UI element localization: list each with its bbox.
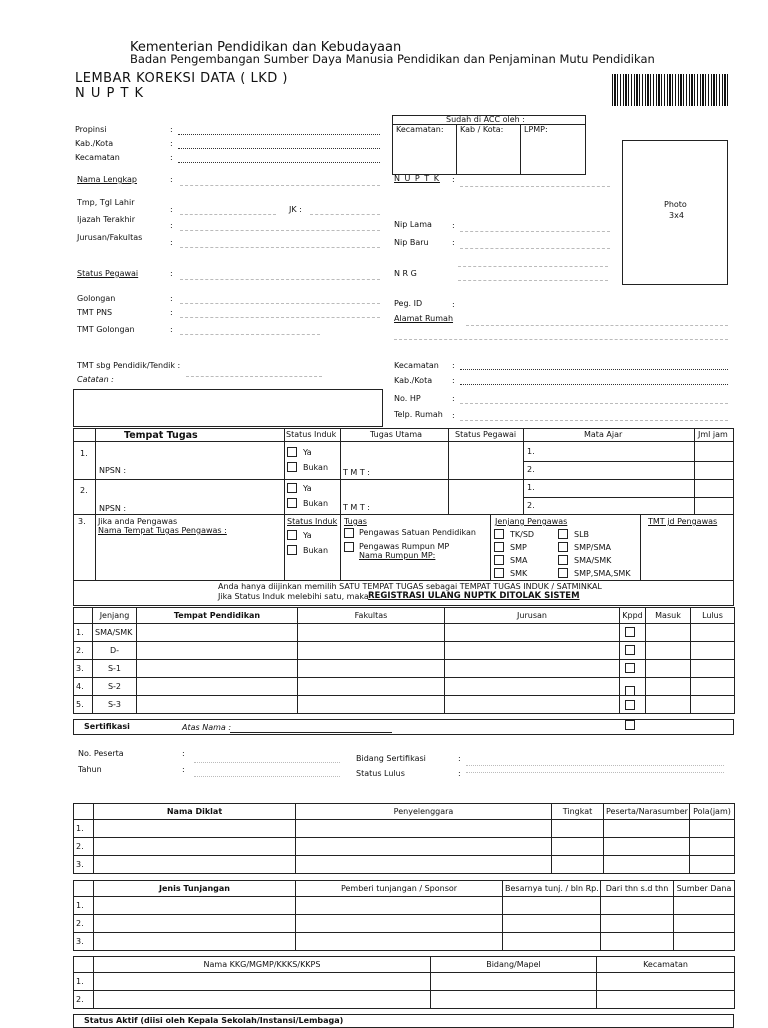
jenjang-smp[interactable] [494, 542, 504, 552]
status-induk-bukan-2[interactable] [287, 498, 297, 508]
tmt-pns-label: TMT PNS [77, 308, 113, 317]
jk-field[interactable] [310, 214, 380, 215]
acc-title: Sudah di ACC oleh : [446, 115, 525, 124]
sumber-dana-header: Sumber Dana [674, 881, 735, 897]
kecamatan-r-field[interactable] [460, 369, 728, 370]
status-lulus-label: Status Lulus [356, 769, 405, 778]
kabkota-r-field[interactable] [460, 384, 728, 385]
agency-name: Badan Pengembangan Sumber Daya Manusia Pendidikan dan Penjaminan Mutu Pendidikan [130, 52, 655, 66]
tahun-label: Tahun [78, 765, 102, 774]
nrg-field-2[interactable] [458, 280, 608, 281]
tmt-pendidik-label: TMT sbg Pendidik/Tendik : [77, 361, 181, 370]
alamat-field-2[interactable] [394, 339, 728, 340]
form-title: LEMBAR KOREKSI DATA ( LKD ) [75, 71, 288, 86]
jenjang-slb[interactable] [558, 529, 568, 539]
besarnya-header: Besarnya tunj. / bln Rp. [503, 881, 601, 897]
golongan-field[interactable] [180, 303, 380, 304]
table-row: 1. [74, 820, 735, 838]
nip-baru-field[interactable] [460, 248, 610, 249]
table-row: 5. S-3 [74, 696, 735, 714]
acc-kecamatan: Kecamatan: [396, 125, 444, 134]
propinsi-field[interactable] [178, 134, 380, 135]
bidang-mapel-header: Bidang/Mapel [431, 957, 597, 973]
kppd-checkbox-4[interactable] [625, 686, 635, 696]
tmt-golongan-field[interactable] [180, 334, 320, 335]
atas-nama-label: Atas Nama : [182, 723, 232, 732]
tunjangan-table [73, 880, 735, 951]
catatan-label: Catatan : [77, 375, 114, 384]
bidang-sertifikasi-label: Bidang Sertifikasi [356, 754, 426, 763]
table-row: 2. [74, 915, 735, 933]
tmt-pengawas-label: TMT jd Pengawas [648, 517, 718, 526]
jenjang-smpsma[interactable] [558, 542, 568, 552]
kabkota-field[interactable] [178, 148, 380, 149]
jurusan-field[interactable] [180, 247, 380, 248]
penyelenggara-header: Penyelenggara [296, 804, 552, 820]
tmp-lahir-field[interactable] [180, 214, 276, 215]
kppd-checkbox-2[interactable] [625, 645, 635, 655]
kppd-header: Kppd [620, 608, 646, 624]
status-lulus-field[interactable] [466, 772, 724, 773]
nuptk-field[interactable] [460, 186, 610, 187]
ministry-name: Kementerian Pendidikan dan Kebudayaan [130, 40, 402, 55]
kabkota-label: Kab./Kota [75, 139, 114, 148]
mata-ajar-header: Mata Ajar [584, 430, 623, 439]
jml-jam-header: Jml jam [698, 430, 728, 439]
pengawas-satuan-checkbox[interactable] [344, 528, 354, 538]
jenjang-pengawas-label: Jenjang Pengawas [495, 517, 568, 526]
kecamatan-r-label: Kecamatan [394, 361, 439, 370]
ijazah-label: Ijazah Terakhir [77, 215, 136, 224]
nuptk-label: N U P T K [394, 174, 440, 183]
kecamatan-label: Kecamatan [75, 153, 120, 162]
table-row: 2. D- [74, 642, 735, 660]
status-induk-bukan-1[interactable] [287, 462, 297, 472]
kkg-table [73, 956, 735, 1009]
tmt-pns-field[interactable] [180, 317, 380, 318]
dari-thn-header: Dari thn s.d thn [601, 881, 674, 897]
propinsi-label: Propinsi [75, 125, 107, 134]
pemberi-header: Pemberi tunjangan / Sponsor [296, 881, 503, 897]
diklat-table [73, 803, 735, 874]
npsn-label-2: NPSN : [99, 504, 127, 513]
pendidikan-header-row [74, 608, 735, 624]
nip-lama-label: Nip Lama [394, 220, 432, 229]
nip-baru-label: Nip Baru [394, 238, 429, 247]
diklat-header-row [74, 804, 735, 820]
alamat-field-1[interactable] [466, 325, 728, 326]
table-row: 2. [74, 991, 735, 1009]
atas-nama-field[interactable] [230, 732, 392, 733]
jenjang-smpsmasmk[interactable] [558, 568, 568, 578]
tmt-label-1: T M T : [343, 468, 370, 477]
peg-id-label: Peg. ID [394, 299, 423, 308]
catatan-box[interactable] [73, 389, 383, 427]
tugas-note-1: Anda hanya diijinkan memilih SATU TEMPAT TUGAS sebagai TEMPAT TUGAS INDUK / SATMINKAL [218, 582, 602, 591]
alamat-label: Alamat Rumah [394, 314, 454, 323]
tugas-note-2: Jika Status Induk melebihi satu, maka [218, 592, 369, 601]
jk-label: JK : [289, 205, 302, 214]
tahun-field[interactable] [194, 776, 340, 777]
table-row: 3. [74, 933, 735, 951]
bidang-sertifikasi-field[interactable] [466, 765, 724, 766]
jenjang-smk[interactable] [494, 568, 504, 578]
kecamatan-field[interactable] [178, 162, 380, 163]
kppd-checkbox-1[interactable] [625, 627, 635, 637]
photo-label: Photo [664, 200, 687, 209]
barcode [612, 74, 728, 106]
pengawas-status-induk: Status Induk [287, 517, 338, 526]
table-row: 3. [74, 856, 735, 874]
sertifikasi-checkbox[interactable] [625, 720, 635, 730]
tmp-lahir-label: Tmp, Tgl Lahir [77, 198, 135, 207]
table-row: 2. [74, 838, 735, 856]
table-row: 1. [74, 973, 735, 991]
masuk-header: Masuk [646, 608, 691, 624]
kecamatan-header: Kecamatan [597, 957, 735, 973]
kabkota-r-label: Kab./Kota [394, 376, 433, 385]
nama-kkg-header: Nama KKG/MGMP/KKKS/KKPS [94, 957, 431, 973]
table-row: 3. S-1 [74, 660, 735, 678]
tempat-tugas-header: Tempat Tugas [124, 430, 198, 441]
tmt-golongan-label: TMT Golongan [77, 325, 135, 334]
ijazah-field[interactable] [180, 230, 380, 231]
acc-kabkota: Kab / Kota: [460, 125, 504, 134]
tunjangan-header-row [74, 881, 735, 897]
status-pegawai-field[interactable] [180, 279, 380, 280]
jenis-tunjangan-header: Jenis Tunjangan [94, 881, 296, 897]
table-row: 1. [74, 897, 735, 915]
nama-label: Nama Lengkap [77, 175, 137, 184]
peserta-header: Peserta/Narasumber [604, 804, 690, 820]
hp-label: No. HP [394, 394, 421, 403]
pengawas-note: Jika anda Pengawas [98, 517, 178, 526]
golongan-label: Golongan [77, 294, 116, 303]
jenjang-header: Jenjang [93, 608, 137, 624]
sertifikasi-label: Sertifikasi [84, 722, 130, 731]
tmt-pendidik-field[interactable] [186, 376, 322, 377]
pola-header: Pola(jam) [690, 804, 735, 820]
telp-field[interactable] [460, 420, 728, 421]
no-peserta-field[interactable] [194, 762, 340, 763]
pengawas-rumpun-checkbox[interactable] [344, 542, 354, 552]
no-peserta-label: No. Peserta [78, 749, 124, 758]
status-aktif-label: Status Aktif (diisi oleh Kepala Sekolah/Instansi/Lembaga) [84, 1016, 344, 1025]
table-row: 4. S-2 [74, 678, 735, 696]
nrg-label: N R G [394, 269, 417, 278]
pengawas-bukan[interactable] [287, 545, 297, 555]
kppd-checkbox-3[interactable] [625, 663, 635, 673]
nrg-field-1[interactable] [458, 266, 608, 267]
acc-lpmp: LPMP: [524, 125, 548, 134]
status-induk-header: Status Induk [286, 430, 337, 439]
telp-label: Telp. Rumah [394, 410, 443, 419]
nama-field[interactable] [180, 185, 380, 186]
table-row: 1. SMA/SMK [74, 624, 735, 642]
pengawas-ya[interactable] [287, 530, 297, 540]
pendidikan-table [73, 607, 735, 714]
tugas-note-3: REGISTRASI ULANG NUPTK DITOLAK SISTEM [368, 591, 580, 601]
jenjang-tksd[interactable] [494, 529, 504, 539]
pengawas-tugas-label: Tugas [344, 517, 367, 526]
tmt-label-2: T M T : [343, 503, 370, 512]
kkg-header-row [74, 957, 735, 973]
form-subtitle: N U P T K [75, 86, 145, 101]
tingkat-header: Tingkat [552, 804, 604, 820]
jenjang-sma[interactable] [494, 555, 504, 565]
pengawas-tempat-label: Nama Tempat Tugas Pengawas : [98, 526, 227, 535]
nama-diklat-header: Nama Diklat [94, 804, 296, 820]
jenjang-smasmk[interactable] [558, 555, 568, 565]
hp-field[interactable] [460, 403, 728, 404]
photo-size: 3x4 [669, 211, 684, 220]
npsn-label-1: NPSN : [99, 466, 127, 475]
status-pegawai-header: Status Pegawai [455, 430, 517, 439]
tempat-pendidikan-header: Tempat Pendidikan [137, 608, 298, 624]
jurusan-header: Jurusan [445, 608, 620, 624]
status-induk-ya-2[interactable] [287, 483, 297, 493]
jurusan-label: Jurusan/Fakultas [77, 233, 143, 242]
lulus-header: Lulus [691, 608, 735, 624]
status-induk-ya-1[interactable] [287, 447, 297, 457]
nip-lama-field[interactable] [460, 231, 610, 232]
fakultas-header: Fakultas [298, 608, 445, 624]
status-pegawai-label: Status Pegawai [77, 269, 139, 278]
kppd-checkbox-5[interactable] [625, 700, 635, 710]
tugas-utama-header: Tugas Utama [370, 430, 423, 439]
